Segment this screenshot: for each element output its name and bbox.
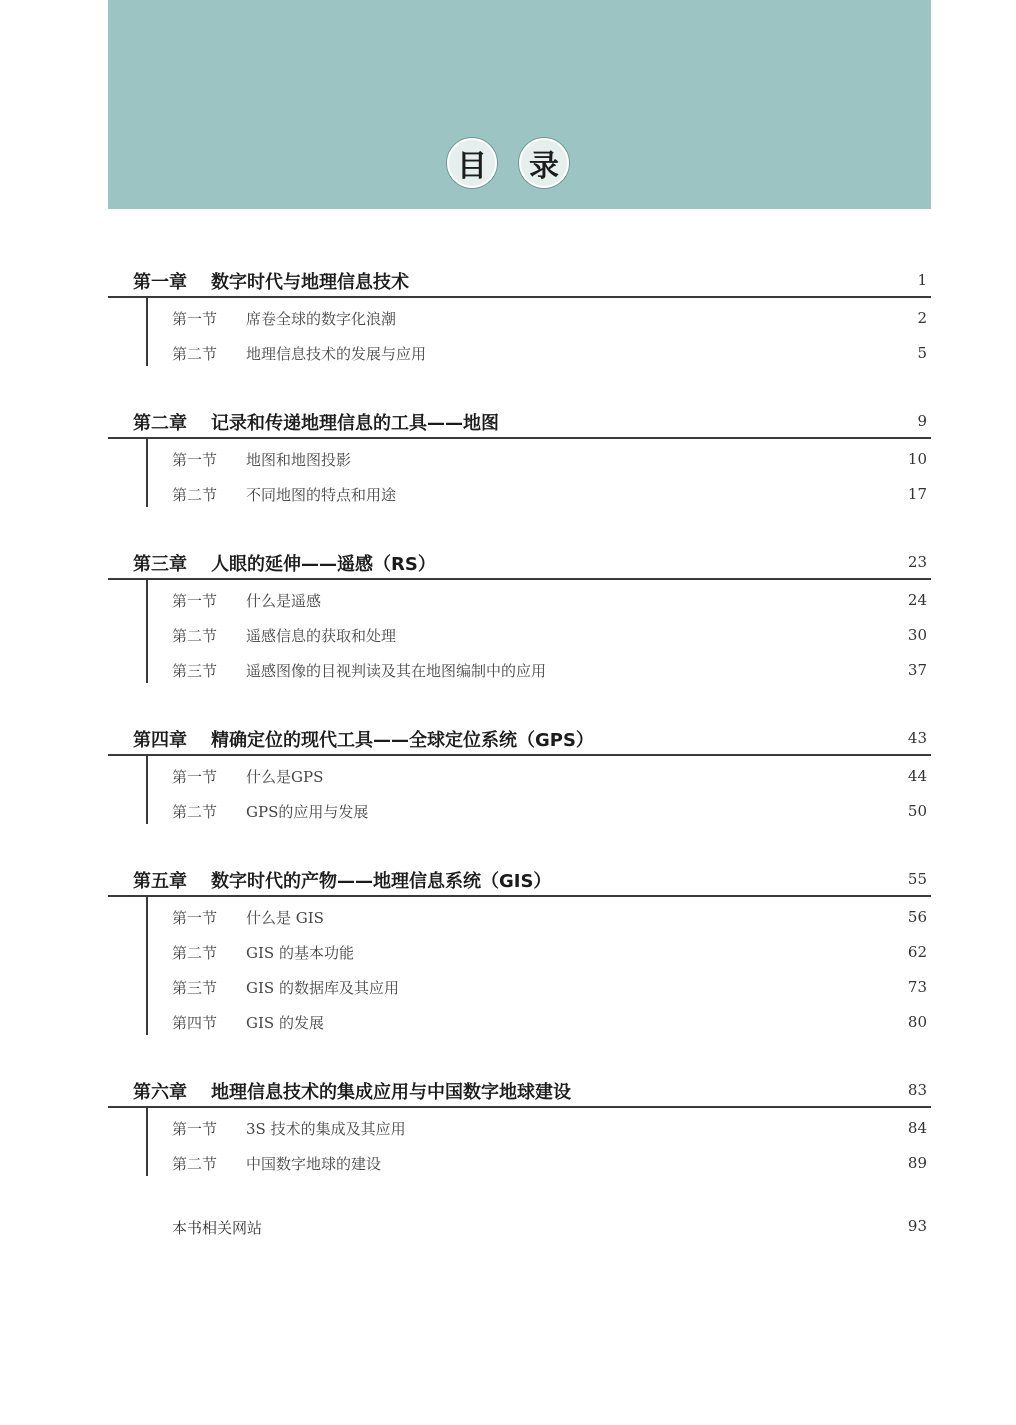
chapter-4 [108,720,931,828]
chapter-heading[interactable] [108,1072,931,1108]
section-item[interactable] [108,758,931,793]
section-item[interactable] [108,934,931,969]
section-number: 第四节 [172,1014,218,1032]
table-of-contents [108,262,931,1243]
chapter-number: 第一章 [133,272,187,293]
title-char-lu: 录 [519,138,569,188]
chapter-number: 第四章 [133,730,187,751]
section-title: GIS 的基本功能 [246,944,354,962]
chapter-heading[interactable] [108,544,931,580]
chapter-page-number: 1 [917,271,927,289]
chapter-title: 记录和传递地理信息的工具——地图 [211,413,499,434]
section-title: 中国数字地球的建设 [246,1155,382,1173]
section-page-number: 10 [907,450,927,468]
section-number: 第一节 [172,768,218,786]
section-title: GIS 的发展 [246,1014,324,1032]
appendix-page-number: 93 [907,1217,927,1235]
section-page-number: 30 [907,626,927,644]
section-number: 第二节 [172,944,218,962]
chapter-1 [108,262,931,370]
section-item[interactable] [108,441,931,476]
section-title: 什么是遥感 [246,592,322,610]
chapter-title: 地理信息技术的集成应用与中国数字地球建设 [211,1082,571,1103]
section-page-number: 89 [907,1154,927,1172]
section-title: 不同地图的特点和用途 [246,486,397,504]
section-list [108,298,931,370]
section-item[interactable] [108,300,931,335]
chapter-3 [108,544,931,687]
chapter-6 [108,1072,931,1180]
section-page-number: 2 [917,309,927,327]
section-number: 第一节 [172,1120,218,1138]
section-item[interactable] [108,899,931,934]
section-item[interactable] [108,582,931,617]
chapter-page-number: 43 [907,729,927,747]
section-item[interactable] [108,1110,931,1145]
section-number: 第一节 [172,310,218,328]
section-number: 第三节 [172,979,218,997]
chapter-heading[interactable] [108,861,931,897]
chapter-page-number: 83 [907,1081,927,1099]
section-list [108,580,931,687]
chapter-number: 第三章 [133,554,187,575]
section-list [108,1108,931,1180]
section-number: 第一节 [172,451,218,469]
appendix-title: 本书相关网站 [172,1219,263,1237]
section-page-number: 84 [907,1119,927,1137]
section-list [108,439,931,511]
chapter-title: 人眼的延伸——遥感（RS） [211,554,436,575]
chapter-heading[interactable] [108,720,931,756]
toc-title [0,138,1016,188]
section-number: 第三节 [172,662,218,680]
section-page-number: 37 [907,661,927,679]
appendix-item[interactable] [108,1213,931,1243]
chapter-page-number: 9 [917,412,927,430]
chapter-title: 精确定位的现代工具——全球定位系统（GPS） [211,730,594,751]
section-item[interactable] [108,617,931,652]
section-number: 第二节 [172,486,218,504]
section-list [108,756,931,828]
section-number: 第二节 [172,345,218,363]
section-number: 第一节 [172,909,218,927]
section-title: 遥感图像的目视判读及其在地图编制中的应用 [246,662,547,680]
section-item[interactable] [108,793,931,828]
chapter-2 [108,403,931,511]
chapter-5 [108,861,931,1039]
section-page-number: 5 [917,344,927,362]
section-title: 地理信息技术的发展与应用 [246,345,427,363]
chapter-number: 第六章 [133,1082,187,1103]
chapter-heading[interactable] [108,403,931,439]
section-item[interactable] [108,652,931,687]
section-page-number: 73 [907,978,927,996]
section-title: GPS的应用与发展 [246,803,369,821]
section-list [108,897,931,1039]
chapter-page-number: 23 [907,553,927,571]
section-number: 第二节 [172,627,218,645]
section-title: 3S 技术的集成及其应用 [246,1120,406,1138]
chapter-number: 第二章 [133,413,187,434]
chapter-number: 第五章 [133,871,187,892]
section-item[interactable] [108,1004,931,1039]
section-item[interactable] [108,335,931,370]
section-page-number: 56 [907,908,927,926]
chapter-page-number: 55 [907,870,927,888]
section-title: 席卷全球的数字化浪潮 [246,310,397,328]
title-char-mu: 目 [447,138,497,188]
section-page-number: 50 [907,802,927,820]
section-title: 遥感信息的获取和处理 [246,627,397,645]
section-page-number: 80 [907,1013,927,1031]
chapter-title: 数字时代的产物——地理信息系统（GIS） [211,871,552,892]
section-title: 地图和地图投影 [246,451,352,469]
section-item[interactable] [108,969,931,1004]
section-number: 第二节 [172,803,218,821]
section-page-number: 44 [907,767,927,785]
section-page-number: 62 [907,943,927,961]
section-title: 什么是GPS [246,768,324,786]
section-item[interactable] [108,476,931,511]
chapter-title: 数字时代与地理信息技术 [211,272,409,293]
section-number: 第二节 [172,1155,218,1173]
section-item[interactable] [108,1145,931,1180]
section-number: 第一节 [172,592,218,610]
section-title: GIS 的数据库及其应用 [246,979,399,997]
section-page-number: 24 [907,591,927,609]
section-title: 什么是 GIS [246,909,324,927]
section-page-number: 17 [907,485,927,503]
chapter-heading[interactable] [108,262,931,298]
